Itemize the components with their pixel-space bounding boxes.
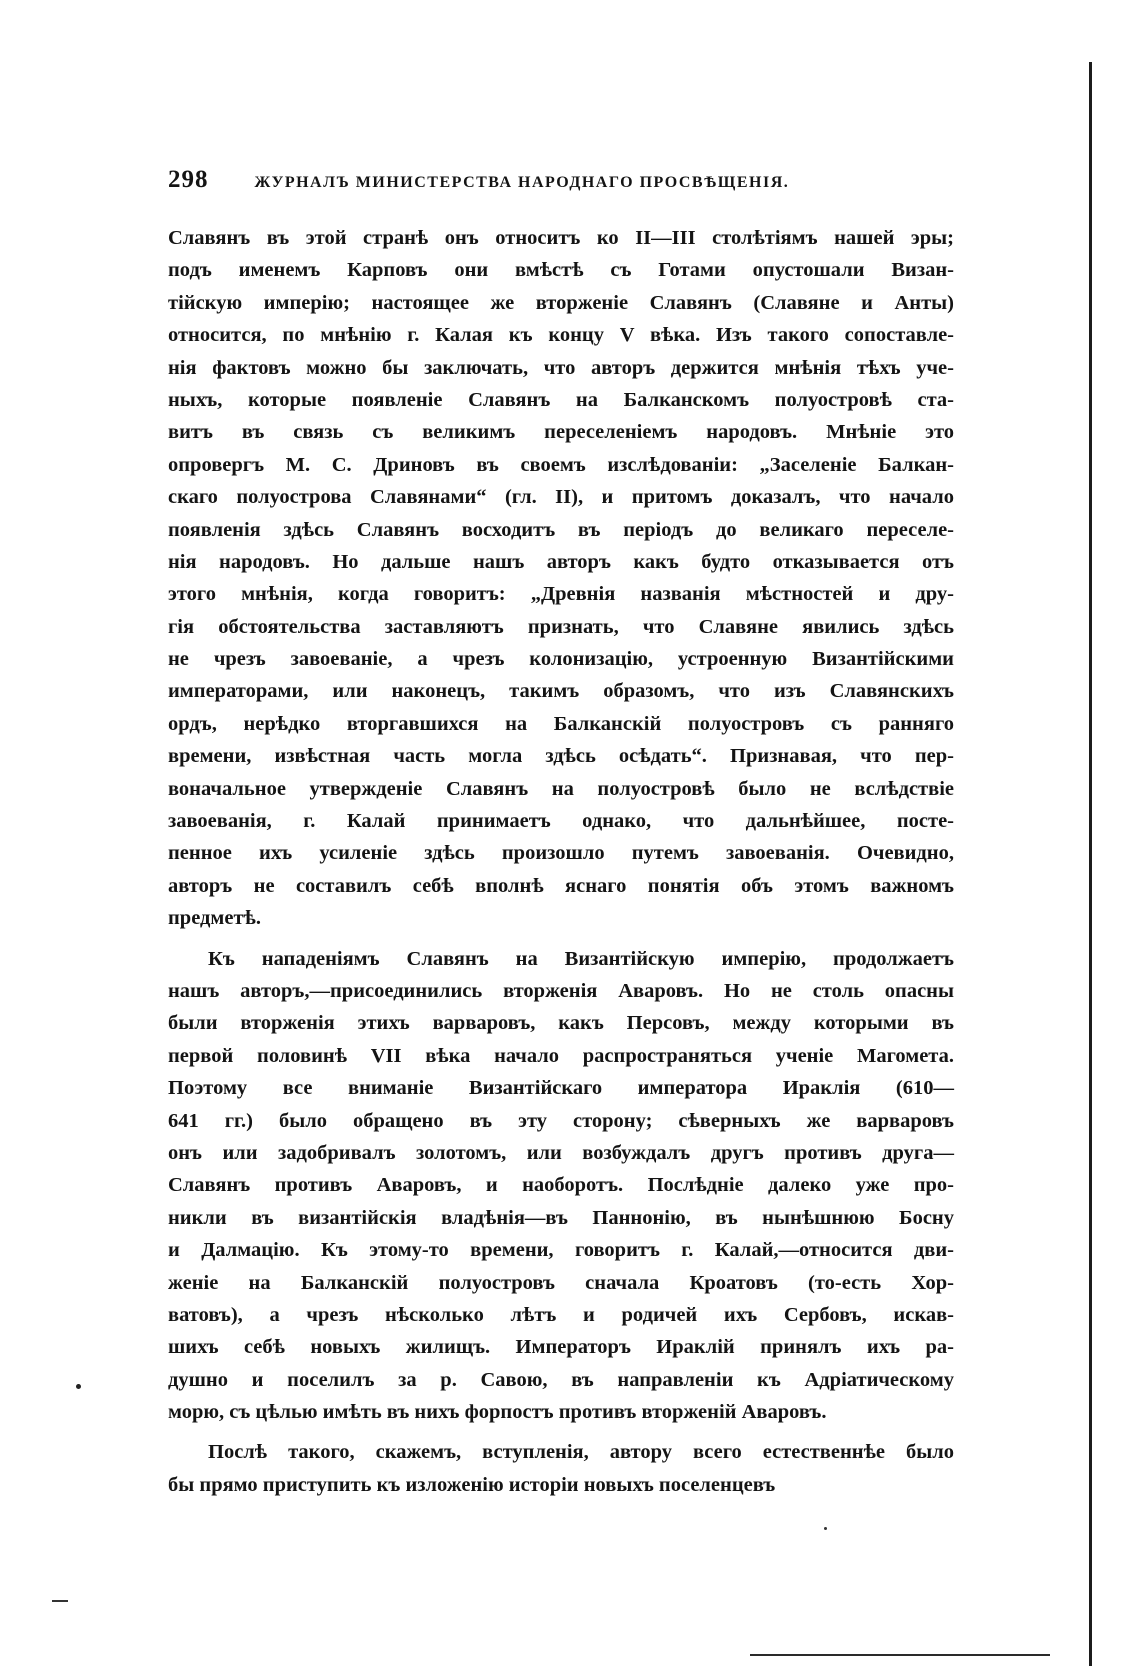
text-line: были вторженія этихъ варваровъ, какъ Персовъ, между которыми въ <box>168 1012 954 1035</box>
text-line: женіе на Балканскій полуостровъ сначала Кроатовъ (то-есть Хор- <box>168 1271 954 1294</box>
text-line: завоеванія, г. Калай принимаетъ однако, что дальнѣйшее, посте- <box>168 810 954 833</box>
text-line: онъ или задобривалъ золотомъ, или возбуждалъ другъ противъ друга— <box>168 1141 954 1164</box>
paragraph <box>168 943 954 1429</box>
text-line: Къ нападеніямъ Славянъ на Византійскую имперію, продолжаетъ <box>208 947 954 970</box>
text-line: времени, извѣстная часть могла здѣсь осѣдать“. Признавая, что пер- <box>168 745 954 768</box>
scan-margin-dot <box>76 1384 81 1389</box>
text-line: воначальное утвержденіе Славянъ на полуостровѣ было не вслѣдствіе <box>168 777 954 800</box>
scan-bottom-rule <box>750 1654 1050 1656</box>
scan-page-edge <box>1089 62 1092 1666</box>
text-line: опровергъ М. С. Дриновъ въ своемъ изслѣдованіи: „Заселеніе Балкан- <box>168 453 954 476</box>
text-line: и Далмацію. Къ этому-то времени, говоритъ г. Калай,—относится дви- <box>168 1239 954 1262</box>
text-line: подъ именемъ Карповъ они вмѣстѣ съ Готами опустошали Визан- <box>168 259 954 282</box>
body-text <box>168 222 954 1501</box>
text-line: относится, по мнѣнію г. Калая къ концу V вѣка. Изъ такого сопоставле- <box>168 324 954 347</box>
text-line: Поэтому все вниманіе Византійскаго императора Ираклія (610— <box>168 1077 954 1100</box>
text-line: ватовъ), а чрезъ нѣсколько лѣтъ и родичей ихъ Сербовъ, искав- <box>168 1303 954 1326</box>
text-line: этого мнѣнія, когда говоритъ: „Древнія названія мѣстностей и дру- <box>168 583 954 606</box>
text-line: душно и поселилъ за р. Савою, въ направленіи къ Адріатическому <box>168 1368 954 1391</box>
text-line: появленія здѣсь Славянъ восходитъ въ періодъ до великаго переселе- <box>168 518 954 541</box>
text-line: не чрезъ завоеваніе, а чрезъ колонизацію, устроенную Византійскими <box>168 648 954 671</box>
paragraph <box>168 222 954 935</box>
text-line: ныхъ, которые появленіе Славянъ на Балканскомъ полуостровѣ ста- <box>168 388 954 411</box>
text-line: никли въ византійскія владѣнія—въ Паннонію, въ нынѣшнюю Босну <box>168 1206 954 1229</box>
text-line: 641 гг.) было обращено въ эту сторону; сѣверныхъ же варваровъ <box>168 1109 954 1132</box>
text-line: морю, съ цѣлью имѣть въ нихъ форпостъ противъ вторженій Аваровъ. <box>168 1401 827 1424</box>
text-line: Послѣ такого, скажемъ, вступленія, автору всего естественнѣе было <box>208 1441 954 1464</box>
scan-margin-mark <box>52 1600 68 1602</box>
text-line: Славянъ въ этой странѣ онъ относитъ ко II—III столѣтіямъ нашей эры; <box>168 227 954 249</box>
text-line: ордъ, нерѣдко вторгавшихся на Балканскій полуостровъ съ ранняго <box>168 712 954 735</box>
paragraph <box>168 1436 954 1501</box>
text-line: императорами, или наконецъ, такимъ образомъ, что изъ Славянскихъ <box>168 680 954 703</box>
text-line: нія фактовъ можно бы заключать, что авторъ держится мнѣнія тѣхъ уче- <box>168 356 954 379</box>
text-line: пенное ихъ усиленіе здѣсь произошло путемъ завоеванія. Очевидно, <box>168 842 954 865</box>
text-line: первой половинѣ VII вѣка начало распространяться ученіе Магомета. <box>168 1044 954 1067</box>
running-title: ЖУРНАЛЪ МИНИСТЕРСТВА НАРОДНАГО ПРОСВѢЩЕНІЯ. <box>254 174 790 191</box>
page-number: 298 <box>168 166 209 193</box>
text-line: нашъ авторъ,—присоединились вторженія Аваровъ. Но не столь опасны <box>168 979 954 1002</box>
text-line: Славянъ противъ Аваровъ, и наоборотъ. Послѣдніе далеко уже про- <box>168 1174 954 1197</box>
text-line: авторъ не составилъ себѣ вполнѣ яснаго понятія объ этомъ важномъ <box>168 874 954 897</box>
text-line: бы прямо приступить къ изложенію исторіи новыхъ поселенцевъ <box>168 1473 776 1496</box>
paragraph-gap <box>168 1428 954 1436</box>
text-line: предметѣ. <box>168 907 261 930</box>
text-line: гія обстоятельства заставляютъ признать, что Славяне явились здѣсь <box>168 615 954 638</box>
text-line: тійскую имперію; настоящее же вторженіе Славянъ (Славяне и Анты) <box>168 291 954 314</box>
text-line: скаго полуострова Славянами“ (гл. II), и притомъ доказалъ, что начало <box>168 486 954 509</box>
text-line: витъ въ связь съ великимъ переселеніемъ народовъ. Мнѣніе это <box>168 421 954 444</box>
paragraph-gap <box>168 935 954 943</box>
page-header <box>168 166 954 206</box>
scan-speck <box>824 1527 827 1530</box>
text-line: шихъ себѣ новыхъ жилищъ. Императоръ Ираклій принялъ ихъ ра- <box>168 1336 954 1359</box>
text-line: нія народовъ. Но дальше нашъ авторъ какъ будто отказывается отъ <box>168 550 954 573</box>
